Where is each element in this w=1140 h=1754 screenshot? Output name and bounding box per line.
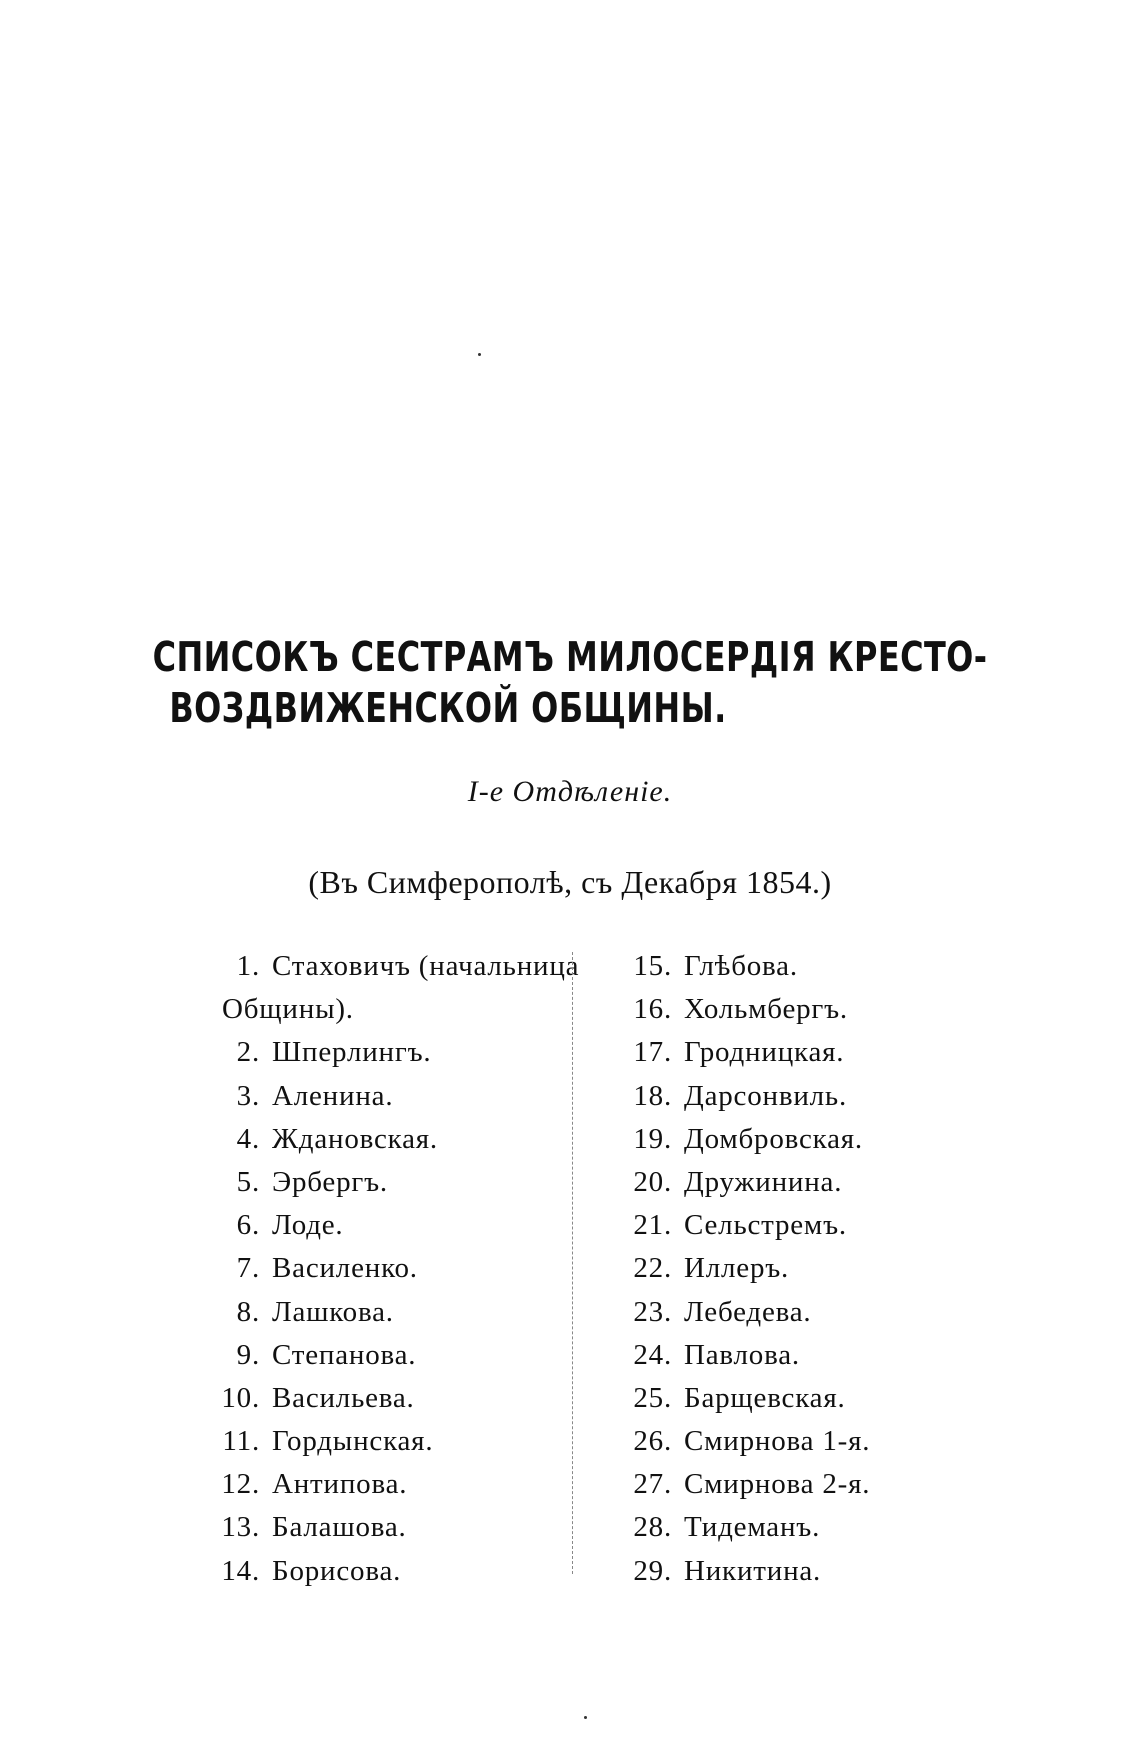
list-item-number: 13. [221, 1511, 260, 1544]
list-item-name: Павлова. [684, 1338, 800, 1371]
list-item-name: Ждановская. [272, 1122, 438, 1155]
list-item [620, 1292, 980, 1335]
list-item [620, 1032, 980, 1075]
list-item-name: Гродницкая. [684, 1036, 845, 1069]
list-item [188, 1378, 568, 1421]
list-item-name: Смирнова 1-я. [684, 1425, 871, 1458]
list-item-name: Сельстремъ. [684, 1209, 847, 1242]
list-item [188, 1507, 568, 1550]
list-item-name: Домбровская. [684, 1122, 863, 1155]
list-item-name: Дарсонвиль. [684, 1079, 848, 1112]
list-item-name: Барщевская. [684, 1381, 846, 1414]
list-item-name: Лашкова. [272, 1295, 394, 1328]
section-subtitle: (Въ Симферополѣ, съ Декабря 1854.) [308, 864, 832, 900]
list-item-number: 2. [236, 1036, 260, 1069]
list-item-name: Лоде. [272, 1209, 344, 1242]
list-item-number: 23. [633, 1295, 672, 1328]
section-heading: I-е Отдѣленіе. [467, 775, 673, 808]
list-item-number: 16. [633, 993, 672, 1026]
list-item-name: Тидеманъ. [684, 1511, 821, 1544]
list-column-left [188, 946, 580, 1594]
list-item [620, 1205, 980, 1248]
list-item-name: Эрбергъ. [272, 1165, 388, 1198]
list-item [188, 1162, 568, 1205]
list-item-number: 6. [236, 1209, 260, 1242]
list-item-number: 27. [633, 1468, 672, 1501]
list-item-number: 3. [236, 1079, 260, 1112]
list-item [620, 1507, 980, 1550]
list-item-name: Балашова. [272, 1511, 407, 1544]
column-divider [572, 952, 573, 1574]
list-item [620, 1421, 980, 1464]
list-item [188, 1076, 568, 1119]
list-item-number: 4. [236, 1122, 260, 1155]
list-item [620, 946, 980, 989]
list-item-number: 11. [222, 1425, 260, 1458]
list-item [620, 1335, 980, 1378]
list-item-name: Смирнова 2-я. [684, 1468, 871, 1501]
list-item-number: 21. [633, 1209, 672, 1242]
list-item-name: Дружинина. [684, 1165, 843, 1198]
list-item [188, 1335, 568, 1378]
list-item-number: 29. [633, 1554, 672, 1587]
list-item [188, 1464, 568, 1507]
list-item [620, 1248, 980, 1291]
list-item-name: Стаховичъ (начальница [272, 950, 580, 982]
list-item-number: 26. [633, 1425, 672, 1458]
list-item [620, 989, 980, 1032]
list-item-number: 18. [633, 1079, 672, 1112]
list-item [188, 1551, 568, 1594]
list-item-number: 25. [633, 1381, 672, 1414]
list-item-number: 24. [633, 1338, 672, 1371]
list-item [188, 946, 580, 989]
list-item-number: 28. [633, 1511, 672, 1544]
list-item-name: Василенко. [272, 1252, 418, 1285]
list-item-name: Антипова. [272, 1468, 408, 1501]
list-item [188, 1205, 568, 1248]
list-column-right [620, 946, 980, 1594]
list-item [188, 1421, 568, 1464]
list-item-name: Васильева. [272, 1381, 415, 1414]
list-item-continuation: Общины). [222, 993, 354, 1026]
list-item-name: Никитина. [684, 1554, 822, 1587]
list-item [188, 1032, 568, 1075]
list-item [188, 1292, 568, 1335]
list-item-name: Борисова. [272, 1554, 402, 1587]
list-item-number: 17. [633, 1036, 672, 1069]
list-item-name: Шперлингъ. [272, 1036, 432, 1069]
list-item-number: 7. [236, 1252, 260, 1285]
list-item [620, 1378, 980, 1421]
list-item-number: 19. [633, 1122, 672, 1155]
list-item-name: Иллеръ. [684, 1252, 790, 1285]
list-item-name: Аленина. [272, 1079, 394, 1112]
document-title-line-2: ВОЗДВИЖЕНСКОЙ ОБЩИНЫ. [169, 684, 727, 732]
list-item-number: 20. [633, 1165, 672, 1198]
list-item-number: 1. [236, 950, 260, 982]
print-speck [584, 1716, 587, 1719]
list-item [188, 1248, 568, 1291]
list-item-number: 5. [236, 1165, 260, 1198]
list-item-name: Хольмбергъ. [684, 993, 848, 1026]
list-item-name: Лебедева. [684, 1295, 812, 1328]
print-speck [478, 353, 481, 356]
list-item [620, 1551, 980, 1594]
list-item [620, 1162, 980, 1205]
list-item [620, 1464, 980, 1507]
list-item-number: 9. [236, 1338, 260, 1371]
list-item-name: Глѣбова. [684, 950, 798, 982]
list-item-number: 22. [633, 1252, 672, 1285]
list-item-number: 15. [633, 950, 672, 982]
list-item-number: 10. [221, 1381, 260, 1414]
list-item-number: 14. [221, 1554, 260, 1587]
list-item-number: 8. [236, 1295, 260, 1328]
list-item-name: Гордынская. [272, 1425, 434, 1458]
list-item-number: 12. [221, 1468, 260, 1501]
list-item [188, 1119, 568, 1162]
list-item [620, 1119, 980, 1162]
document-title-line-1: СПИСОКЪ СЕСТРАМЪ МИЛОСЕРДІЯ КРЕСТО- [152, 633, 988, 681]
list-item-name: Степанова. [272, 1338, 417, 1371]
list-item [620, 1076, 980, 1119]
